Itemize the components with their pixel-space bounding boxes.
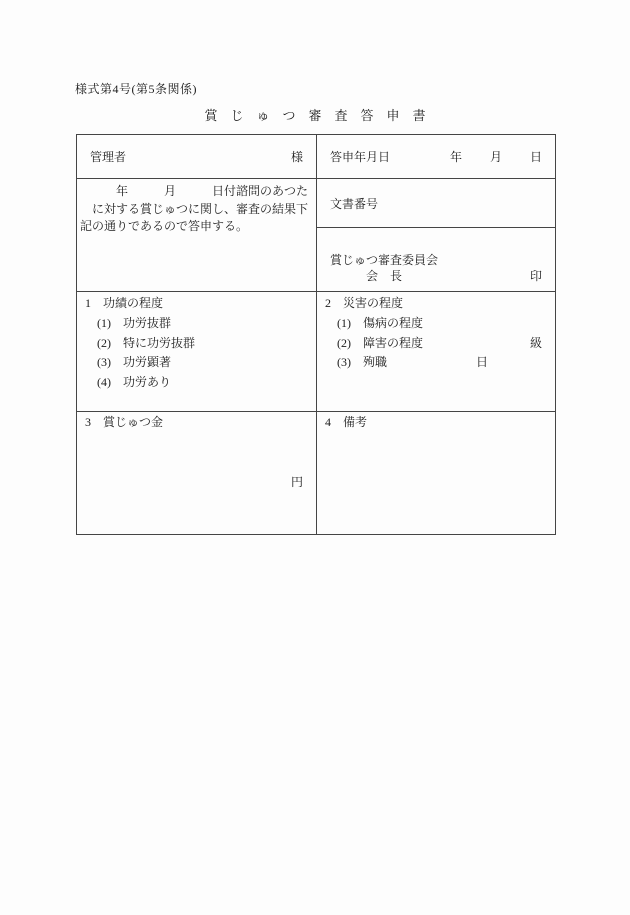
doc-number-cell: [317, 179, 556, 228]
row-consultation-docnumber: [77, 179, 556, 228]
manager-cell: [77, 135, 317, 179]
merit-heading: 1 功績の程度: [85, 296, 164, 310]
disaster-cell: [317, 292, 556, 412]
disaster-item-2-label: (2) 障害の程度: [325, 335, 423, 350]
seal-label: 印: [529, 268, 542, 283]
form-number: 様式第4号(第5条関係): [75, 82, 197, 96]
row-merit-disaster: [77, 292, 556, 412]
remarks-cell-inner: [317, 412, 555, 430]
disaster-item-2: [325, 334, 542, 354]
merit-item-1: (1) 功労抜群: [85, 315, 171, 330]
document-title: 賞じゅつ審査答申書: [204, 108, 439, 123]
report-date-ymd: [450, 148, 542, 165]
award-cell-inner: [77, 412, 316, 534]
month-label: 月: [489, 150, 502, 164]
day-label: 日: [529, 150, 542, 164]
committee-cell-inner: [317, 228, 555, 299]
disaster-item-3-label: (3) 殉職: [325, 355, 387, 370]
merit-item-2: (2) 特に功労抜群: [85, 335, 195, 350]
award-heading: 3 賞じゅつ金: [85, 415, 164, 429]
consultation-line-3: 記の通りであるので答申する。: [80, 219, 249, 233]
grade-suffix: 級: [529, 335, 542, 350]
merit-item-4: (4) 功労あり: [85, 375, 171, 390]
merit-item-3: (3) 功労顕著: [85, 355, 171, 370]
committee-chair-line: [330, 268, 542, 284]
yen-unit-label: 円: [290, 475, 303, 489]
report-date-cell-inner: [317, 135, 555, 178]
row-addressee-date: [77, 135, 556, 179]
manager-honorific: 様: [290, 150, 303, 164]
doc-number-label: 文書番号: [330, 196, 379, 211]
merit-cell: [77, 292, 317, 412]
consultation-line-1: 年 月 日付諮問のあつた: [80, 184, 309, 198]
year-label: 年: [450, 150, 463, 164]
disaster-item-1: (1) 傷病の程度: [325, 315, 423, 330]
disaster-list: [317, 292, 555, 373]
report-date-cell: [317, 135, 556, 179]
committee-cell: [317, 228, 556, 292]
committee-name: 賞じゅつ審査委員会: [330, 252, 439, 267]
report-date-label: 答申年月日: [330, 150, 391, 164]
merit-list: [77, 292, 316, 393]
manager-cell-inner: [77, 135, 316, 178]
award-cell: [77, 412, 317, 535]
form-table: [76, 134, 556, 535]
day-suffix: 日: [476, 355, 489, 370]
remarks-heading: 4 備考: [325, 415, 368, 429]
consultation-text: [77, 179, 316, 236]
manager-label: 管理者: [90, 150, 127, 164]
chairman-label: 会 長: [330, 268, 403, 283]
doc-number-cell-inner: [317, 179, 555, 227]
disaster-heading: 2 災害の程度: [325, 296, 404, 310]
consultation-line-2: に対する賞じゅつに関し、審査の結果下: [80, 201, 309, 216]
consultation-text-cell: [77, 179, 317, 292]
row-award-remarks: [77, 412, 556, 535]
disaster-item-3: [325, 353, 542, 373]
remarks-cell: [317, 412, 556, 535]
